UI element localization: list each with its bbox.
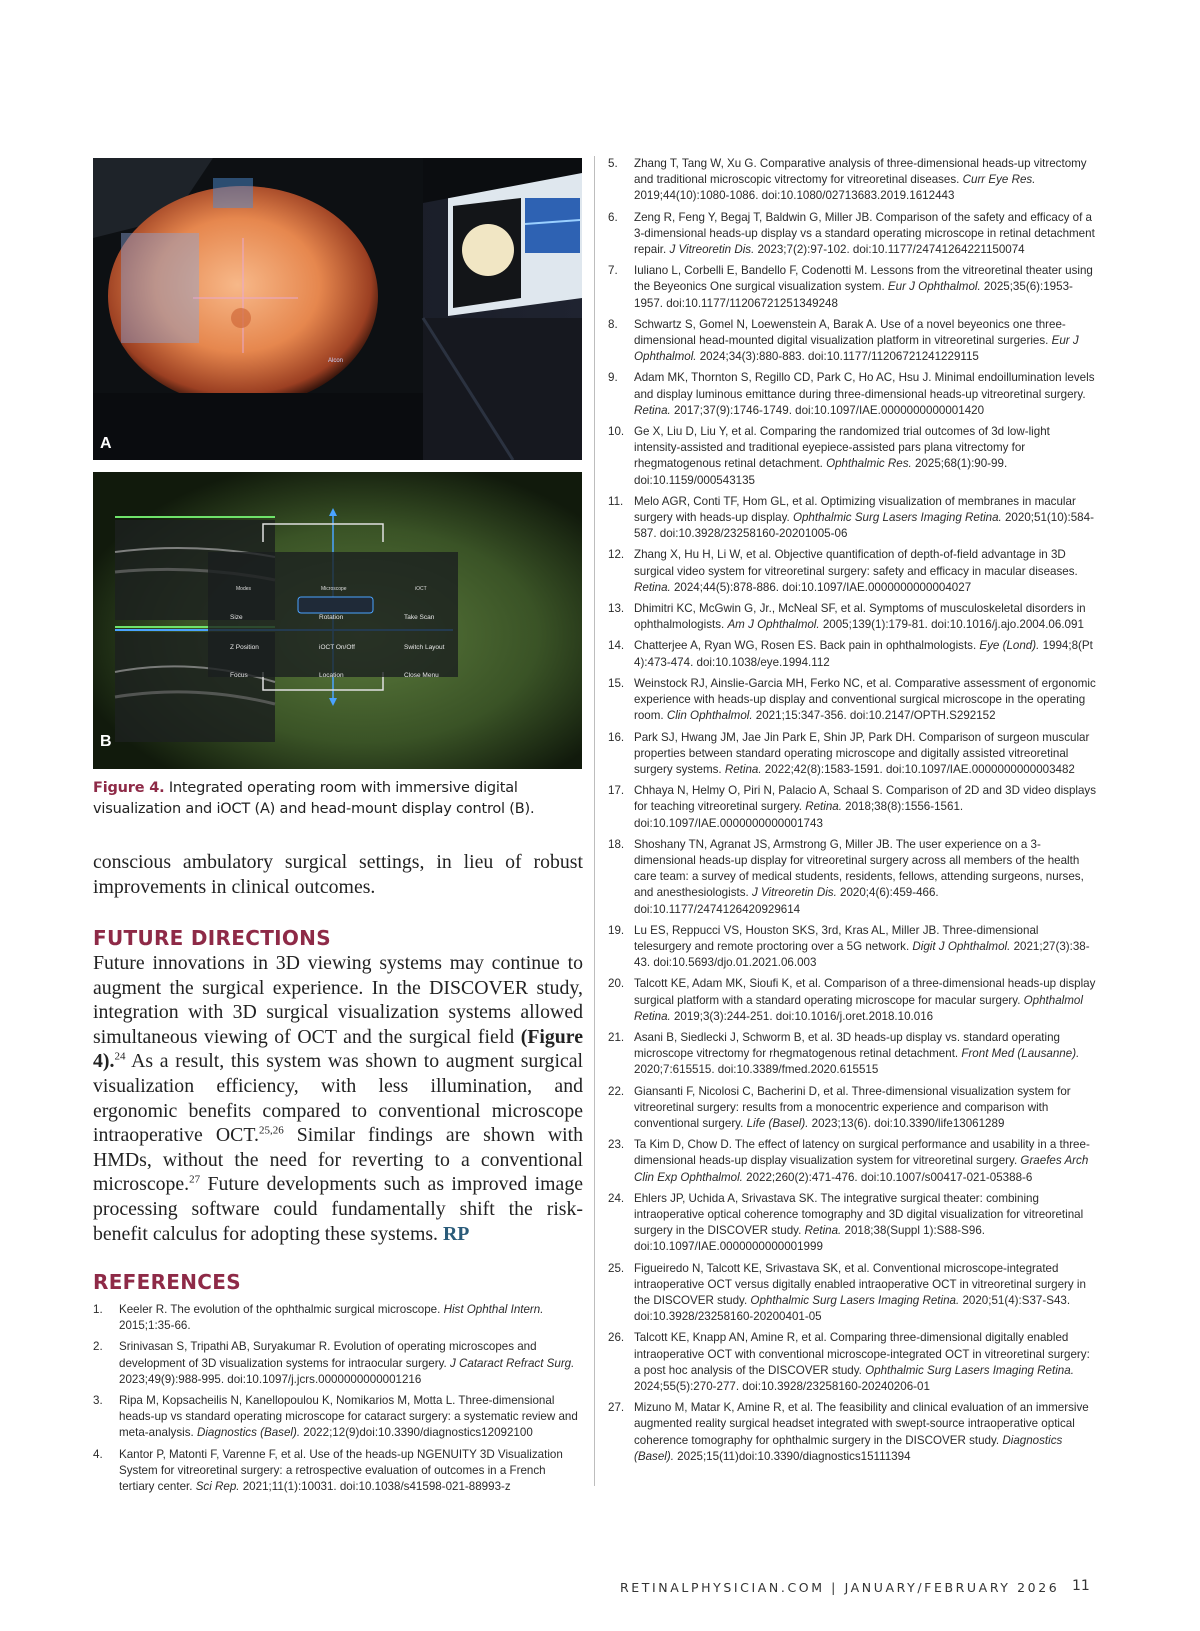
reference-citation: 2023;49(9):988-995. doi:10.1097/j.jcrs.0000000000001216 [119,1372,422,1386]
reference-number: 14. [608,639,625,653]
reference-item [608,1030,1098,1079]
reference-journal: Life (Basel). [746,1116,809,1130]
para2-text-a: Future innovations in 3D viewing systems may continue to augment the surgical experience. In the DISCOVER study, integration with 3D surgical visualization systems allowed simultaneous viewing of OCT and the surgical field [93,952,583,1048]
reference-citation: 2018;38(8):1556-1561. doi:10.1097/IAE.0000000000001743 [634,800,964,830]
menu-item-close-menu: Close Menu [404,672,439,679]
reference-citation: 2020;7:615515. doi:10.3389/fmed.2020.615515 [634,1063,879,1077]
reference-citation: 2020;51(4):S37-S43. doi:10.3928/23258160-20200401-05 [634,1294,1071,1324]
reference-journal: J Cataract Refract Surg. [450,1356,575,1370]
reference-item [608,424,1098,489]
section-heading-future-directions: FUTURE DIRECTIONS [93,926,331,950]
reference-number: 9. [608,371,618,385]
reference-journal: Clin Ophthalmol. [666,709,753,723]
reference-text: Ge X, Liu D, Liu Y, et al. Comparing the randomized trial outcomes of 3d low-light intensity-assisted and traditional eyepiece-assisted pars plana vitrectomy for rhegmatogenous retinal detachment. [634,425,1050,471]
reference-text: Ripa M, Kopsacheilis N, Kanellopoulou K, Nomikarios M, Motta L. Three-dimensional heads-up vs standard operating microscope for cataract surgery: a systematic review and meta-analysis. [119,1394,578,1440]
reference-citation: 2022;42(8):1583-1591. doi:10.1097/IAE.0000000000003482 [761,762,1075,776]
reference-number: 23. [608,1138,625,1152]
reference-item [608,1400,1098,1465]
reference-item [93,1447,583,1496]
body-paragraph-2 [93,951,583,1246]
figure-caption [93,778,583,820]
reference-number: 27. [608,1401,625,1415]
panel-a-screen-brand: Alcon [328,358,344,364]
reference-text: Asani B, Siedlecki J, Schworm B, et al. 3D heads-up display vs. standard operating microscope vitrectomy for rhegmatogenous retinal detachment. [634,1030,1060,1061]
citation-25-26: 25,26 [258,1124,284,1137]
reference-citation: 2024;55(5):270-277. doi:10.3928/23258160-20240206-01 [634,1380,930,1394]
reference-journal: Ophthalmic Res. [826,457,912,471]
reference-text: Shoshany TN, Agranat JS, Armstrong G, Miller JB. The user experience on a 3-dimensional heads-up display for vitreoretinal surgery across all members of the health care team: a survey of medical students, residents, fellows, attending surgeons, nurses, and anesthesiologists. [634,837,1084,900]
reference-text: Iuliano L, Corbelli E, Bandello F, Codenotti M. Lessons from the vitreoretinal theater using the Beyeonics One surgical visualization system. [634,264,1093,294]
end-mark-rp: RP [442,1222,470,1245]
reference-journal: Am J Ophthalmol. [727,618,820,632]
reference-citation: 2020;51(10):584-587. doi:10.3928/23258160-20201005-06 [634,511,1094,541]
reference-item [93,1393,583,1442]
reference-journal: Eur J Ophthalmol. [634,334,1079,364]
reference-text: Talcott KE, Adam MK, Sioufi K, et al. Comparison of a three-dimensional heads-up display surgical platform with a standard operating microscope for macular surgery. [634,977,1096,1007]
menu-item-z-position: Z Position [230,644,259,651]
reference-item [608,1330,1098,1395]
menu-item-location: Location [319,672,344,679]
panel-a-label: A [100,435,112,452]
reference-journal: Retina. [804,1224,842,1238]
reference-number: 12. [608,548,625,562]
figure-reference: (Figure 4). [93,1025,583,1073]
reference-number: 26. [608,1331,625,1345]
reference-item [608,730,1098,779]
reference-number: 19. [608,923,625,937]
reference-number: 17. [608,784,625,798]
reference-item [608,210,1098,259]
reference-journal: Diagnostics (Basel). [196,1426,301,1440]
panel-b-label: B [100,733,112,750]
reference-text: Keeler R. The evolution of the ophthalmic surgical microscope. [119,1303,444,1316]
section-heading-references: REFERENCES [93,1270,241,1294]
reference-text: Lu ES, Reppucci VS, Houston SKS, 3rd, Kras AL, Miller JB. Three-dimensional telesurgery and remote proctoring over a 5G network. [634,923,1039,953]
reference-journal: J Vitreoretin Dis. [669,243,755,257]
reference-item [608,601,1098,633]
reference-citation: 2020;4(6):459-466. doi:10.1177/2474126420929614 [634,886,939,916]
reference-number: 13. [608,602,625,616]
menu-item-ioct-onoff: iOCT On/Off [319,644,355,651]
reference-text: Mizuno M, Matar K, Amine R, et al. The feasibility and clinical evaluation of an immersive augmented reality surgical headset integrated with swept-source intraoperative optical coherence tomography for ophthalmic surgery in the DISCOVER study. [634,1401,1089,1447]
reference-citation: 2018;38(Suppl 1):S88-S96. doi:10.1097/IAE.0000000000001999 [634,1224,986,1254]
reference-journal: Curr Eye Res. [962,173,1036,187]
citation-24: 24 [114,1050,126,1063]
reference-text: Ta Kim D, Chow D. The effect of latency on surgical performance and usability in a three-dimensional heads-up display visualization system for vitreoretinal surgery. [634,1138,1090,1168]
reference-item [608,638,1098,670]
reference-journal: Ophthalmic Surg Lasers Imaging Retina. [750,1294,960,1307]
reference-number: 6. [608,210,618,224]
reference-text: Giansanti F, Nicolosi C, Bacherini D, et al. Three-dimensional visualization system for vitreoretinal surgery: results from a monocentric experience and comparison with conventional surgery. [634,1084,1071,1130]
reference-journal: Graefes Arch Clin Exp Ophthalmol. [634,1154,1089,1184]
reference-text: Kantor P, Matonti F, Varenne F, et al. Use of the heads-up NGENUITY 3D Visualization System for vitreoretinal surgery: a retrospective evaluation of outcomes in a French tertiary center. [119,1447,563,1494]
page-number: 11 [1072,1578,1090,1594]
reference-journal: Digit J Ophthalmol. [912,939,1011,953]
reference-item [608,1084,1098,1133]
reference-citation: 2023;7(2):97-102. doi:10.1177/24741264221150074 [754,243,1025,257]
menu-item-rotation: Rotation [319,614,344,621]
para2-text-c: Similar findings are shown with HMDs, without the need for reverting to a conventional microscope. [93,1124,584,1196]
reference-citation: 2021;15:347-356. doi:10.2147/OPTH.S292152 [752,709,996,723]
reference-citation: 2025;68(1):90-99. doi:10.1159/000543135 [634,457,1008,487]
reference-item [93,1302,583,1334]
menu-tab-microscope: Microscope [321,586,347,592]
reference-citation: 2025;15(11)doi:10.3390/diagnostics15111394 [673,1449,911,1463]
reference-number: 3. [93,1394,103,1408]
para2-text-d: Future developments such as improved image processing software could fundamentally shift the risk-benefit calculus for adopting these systems. [93,1173,583,1245]
reference-citation: 2022;260(2):471-476. doi:10.1007/s00417-021-05388-6 [742,1170,1033,1184]
reference-number: 1. [93,1303,103,1316]
reference-item [608,923,1098,972]
reference-item [608,263,1098,312]
reference-journal: J Vitreoretin Dis. [751,886,837,900]
reference-number: 16. [608,730,625,744]
reference-citation: 2025;35(6):1953-1957. doi:10.1177/11206721251349248 [634,280,1073,310]
figure-4-panel-b [93,472,582,769]
reference-item [608,156,1098,205]
reference-citation: 2022;12(9)doi:10.3390/diagnostics12092100 [300,1426,533,1440]
reference-journal: Sci Rep. [195,1480,240,1494]
reference-text: Park SJ, Hwang JM, Jae Jin Park E, Shin JP, Park DH. Comparison of surgeon muscular properties between standard operating microscope and digitally assisted vitreoretinal surgery systems. [634,730,1090,776]
figure-caption-text: Integrated operating room with immersive digital visualization and iOCT (A) and head-mount display control (B). [93,780,535,817]
menu-item-size: Size [230,614,243,621]
reference-number: 20. [608,977,625,991]
reference-number: 10. [608,425,625,439]
reference-citation: 2024;34(3):880-883. doi:10.1177/11206721241229115 [696,350,979,364]
reference-number: 21. [608,1030,625,1044]
reference-number: 15. [608,676,625,690]
reference-item [608,676,1098,725]
menu-item-focus: Focus [230,672,248,679]
reference-journal: Front Med (Lausanne). [961,1047,1080,1061]
reference-citation: 2021;27(3):38-43. doi:10.5693/djo.01.2021.06.003 [634,939,1090,970]
column-divider [594,156,595,1486]
reference-item [93,1339,583,1388]
citation-27: 27 [189,1173,201,1186]
body-paragraph-1: conscious ambulatory surgical settings, in lieu of robust improvements in clinical outcomes. [93,851,583,898]
reference-number: 4. [93,1447,103,1461]
reference-number: 8. [608,317,618,331]
reference-number: 7. [608,264,618,278]
reference-journal: Eur J Ophthalmol. [887,280,981,294]
panel-a-image [93,158,582,460]
reference-journal: Ophthalmol Retina. [634,993,1083,1023]
reference-journal: Retina. [805,800,842,814]
reference-number: 5. [608,157,618,170]
reference-text: Melo AGR, Conti TF, Hom GL, et al. Optimizing visualization of membranes in macular surgery with heads-up display. [634,494,1076,525]
reference-item [608,1137,1098,1186]
reference-journal: Diagnostics (Basel). [634,1433,1063,1463]
reference-number: 2. [93,1340,103,1354]
reference-number: 24. [608,1191,625,1205]
reference-item [608,1191,1098,1256]
reference-item [608,837,1098,918]
reference-text: Srinivasan S, Tripathi AB, Suryakumar R. Evolution of operating microscopes and development of 3D visualization systems for intraocular surgery. [119,1340,537,1370]
menu-tab-modes: Modes [236,586,252,592]
reference-citation: 2019;44(10):1080-1086. doi:10.1080/02713683.2019.1612443 [634,189,955,203]
reference-citation: 2019;3(3):244-251. doi:10.1016/j.oret.2018.10.016 [670,1009,934,1023]
reference-text: Zeng R, Feng Y, Begaj T, Baldwin G, Miller JB. Comparison of the safety and efficacy of a 3-dimensional heads-up display vs a standard operating microscope in retinal detachment repair. [634,210,1095,257]
reference-citation: 2015;1:35-66. [119,1319,191,1333]
reference-journal: Ophthalmic Surg Lasers Imaging Retina. [865,1363,1074,1377]
reference-number: 22. [608,1084,625,1098]
reference-text: Dhimitri KC, McGwin G, Jr., McNeal SF, et al. Symptoms of musculoskeletal disorders in ophthalmologists. [634,602,1086,632]
reference-journal: Retina. [724,762,762,776]
reference-citation: 2023;13(6). doi:10.3390/life13061289 [808,1116,1005,1130]
reference-item [608,494,1098,543]
menu-item-switch-layout: Switch Layout [404,644,445,651]
reference-number: 18. [608,837,625,851]
reference-citation: 2021;11(1):10031. doi:10.1038/s41598-021-88993-z [239,1480,511,1494]
reference-citation: 1994;8(Pt 4):473-474. doi:10.1038/eye.1994.112 [634,639,1093,669]
page-footer: RETINALPHYSICIAN.COM | JANUARY/FEBRUARY 2026 [620,1580,1060,1595]
reference-text: Ehlers JP, Uchida A, Srivastava SK. The integrative surgical theater: combining intraoperative optical coherence tomography and 3D digital visualization for vitreoretinal surgery in the DISCOVER study. [634,1191,1084,1238]
reference-text: Zhang T, Tang W, Xu G. Comparative analysis of three-dimensional heads-up vitrectomy and traditional microscopic vitrectomy for vitreoretinal diseases. [634,157,1087,187]
reference-item [608,1261,1098,1326]
reference-item [608,317,1098,366]
para2-text-b: As a result, this system was shown to augment surgical visualization efficiency, with less illumination, and ergonomic benefits compared to conventional microscope intraoperative OCT. [93,1050,583,1147]
reference-text: Adam MK, Thornton S, Regillo CD, Park C, Ho AC, Hsu J. Minimal endoillumination levels and display luminous emittance during three-dimensional heads-up vitreoretinal surgery. [634,371,1095,401]
reference-item [608,370,1098,419]
reference-text: Weinstock RJ, Ainslie-Garcia MH, Ferko NC, et al. Comparative assessment of ergonomic experience with heads-up display and conventional surgical microscope in the operating room. [634,676,1096,723]
reference-citation: 2024;44(5):878-886. doi:10.1097/IAE.0000000000004027 [670,580,972,594]
reference-text: Chatterjee A, Ryan WG, Rosen ES. Back pain in ophthalmologists. [634,639,980,653]
reference-text: Talcott KE, Knapp AN, Amine R, et al. Comparing three-dimensional digitally enabled intraoperative OCT with conventional microscope-integrated OCT in vitreoretinal surgery: a post hoc analysis of the DISCOVER study. [634,1331,1090,1377]
reference-item [608,976,1098,1025]
reference-item [608,783,1098,832]
reference-journal: Eye (Lond). [979,639,1040,653]
reference-journal: Hist Ophthal Intern. [443,1303,544,1316]
references-right-column [608,156,1098,1470]
menu-tab-ioct: iOCT [415,586,427,592]
reference-text: Schwartz S, Gomel N, Loewenstein A, Barak A. Use of a novel beyeonics one three-dimensional head-mounted digital visualization platform in vitreoretinal surgeries. [634,317,1066,348]
reference-number: 11. [608,494,624,508]
references-left-column [93,1302,583,1500]
reference-number: 25. [608,1261,625,1275]
reference-citation: 2017;37(9):1746-1749. doi:10.1097/IAE.0000000000001420 [670,403,985,417]
reference-journal: Ophthalmic Surg Lasers Imaging Retina. [792,511,1002,525]
reference-text: Chhaya N, Helmy O, Piri N, Palacio A, Schaal S. Comparison of 2D and 3D video displays for teaching vitreoretinal surgery. [634,784,1097,814]
reference-journal: Retina. [634,580,671,594]
figure-caption-label: Figure 4. [93,780,165,796]
reference-citation: 2005;139(1):179-81. doi:10.1016/j.ajo.2004.06.091 [819,618,1084,632]
figure-4-panel-a [93,158,582,460]
reference-item [608,547,1098,596]
reference-text: Zhang X, Hu H, Li W, et al. Objective quantification of depth-of-field advantage in 3D surgical video system for vitreoretinal surgery: safety and efficacy in macular diseases. [634,548,1078,578]
menu-item-take-scan: Take Scan [404,614,435,621]
reference-text: Figueiredo N, Talcott KE, Srivastava SK, et al. Conventional microscope-integrated intraoperative OCT versus digitally enabled intraoperative OCT in vitreoretinal surgery in the DISCOVER study. [634,1261,1086,1307]
reference-journal: Retina. [634,403,671,417]
